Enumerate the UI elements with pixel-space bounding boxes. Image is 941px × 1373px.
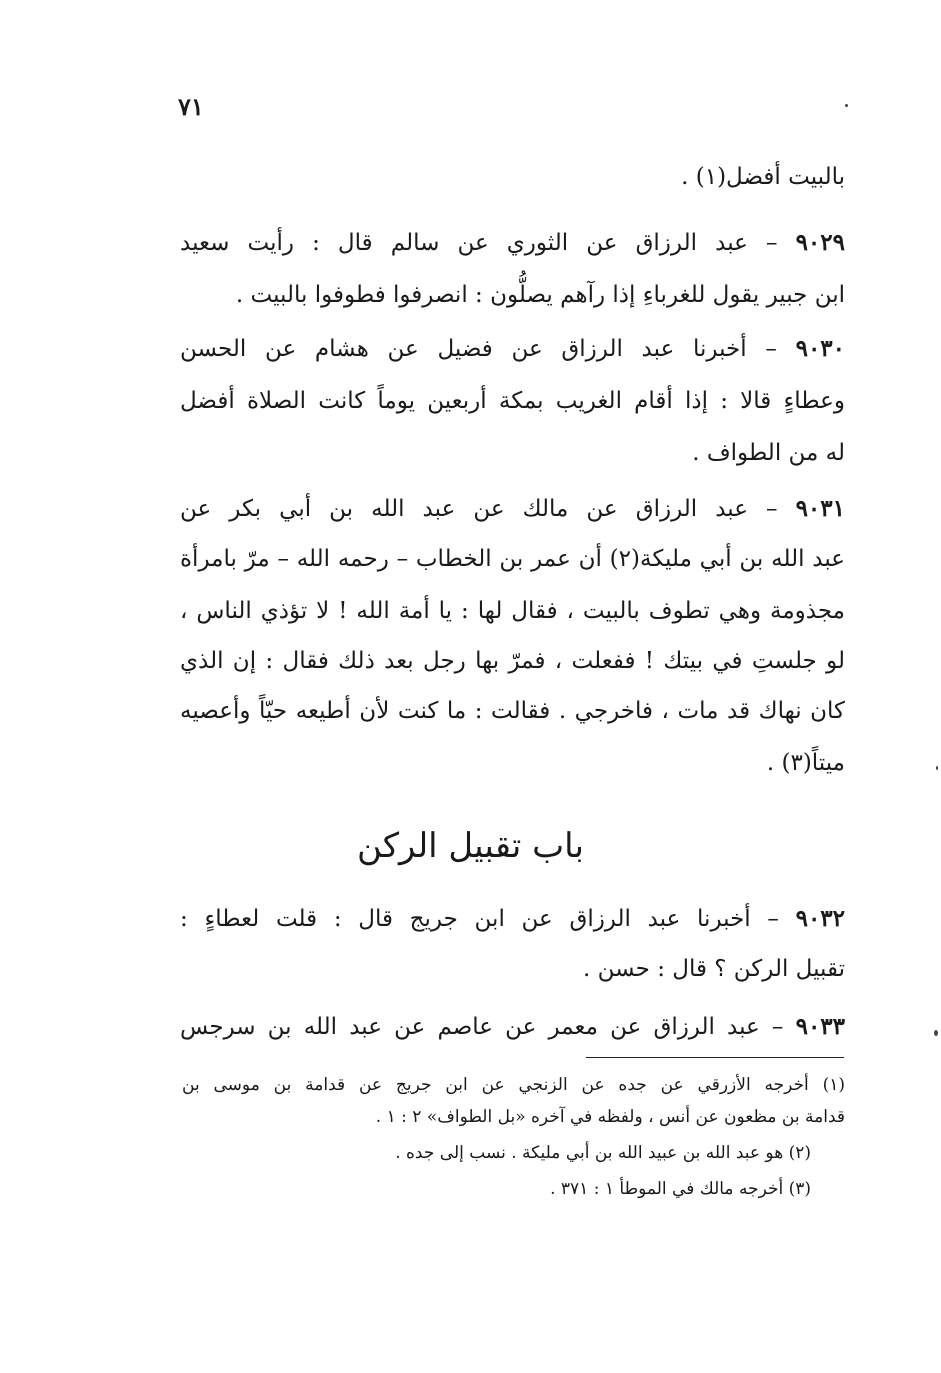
hadith-9031-line-4: لو جلستِ في بيتك ! ففعلت ، فمرّ بها رجل بعد ذلك فقال : إن الذي [180, 648, 845, 674]
hadith-9030-line-2: وعطاءٍ قالا : إذا أقام الغريب بمكة أربعين يوماً كانت الصلاة أفضل [180, 388, 845, 414]
hadith-text: – أخبرنا عبد الرزاق عن فضيل عن هشام عن الحسن [180, 336, 777, 362]
footnote-1-line-1: (١) أخرجه الأزرقي عن جده عن الزنجي عن ابن جريج عن قدامة بن موسى بن [182, 1075, 845, 1095]
hadith-9031-line-6: ميتاً(٣) . [766, 750, 845, 776]
footnote-1-line-2: قدامة بن مظعون عن أنس ، ولفظه في آخره «بل الطواف» ٢ : ١ . [375, 1107, 845, 1127]
section-title: باب تقبيل الركن [356, 826, 584, 866]
hadith-9032-line-2: تقبيل الركن ؟ قال : حسن . [583, 956, 845, 982]
scan-speck [845, 104, 848, 107]
hadith-number: ٩٠٢٩ [795, 229, 845, 256]
continuation-line: بالبيت أفضل(١) . [681, 164, 845, 190]
hadith-9032-line-1 [180, 902, 845, 936]
hadith-number: ٩٠٣٠ [795, 335, 846, 362]
page-number: ٧١ [178, 92, 204, 121]
scan-speck [936, 766, 938, 770]
hadith-text: – أخبرنا عبد الرزاق عن ابن جريج قال : قلت لعطاءٍ : [180, 906, 779, 932]
hadith-text: – عبد الرزاق عن الثوري عن سالم قال : رأيت سعيد [180, 230, 778, 256]
hadith-number: ٩٠٣١ [795, 495, 845, 522]
footnote-2: (٢) هو عبد الله بن عبيد الله بن أبي مليكة . نسب إلى جده . [395, 1143, 811, 1163]
hadith-9030-line-3: له من الطواف . [692, 440, 845, 466]
hadith-text: – عبد الرزاق عن معمر عن عاصم عن عبد الله بن سرجس [180, 1014, 784, 1040]
scan-speck [934, 1030, 938, 1036]
footnote-3: (٣) أخرجه مالك في الموطأ ١ : ٣٧١ . [550, 1179, 811, 1199]
footnote-divider [586, 1057, 844, 1058]
hadith-number: ٩٠٣٣ [795, 1013, 846, 1040]
hadith-9033-line-1 [180, 1010, 845, 1044]
hadith-9031-line-2: عبد الله بن أبي مليكة(٢) أن عمر بن الخطاب – رحمه الله – مرّ بامرأة [180, 546, 845, 572]
hadith-9031-line-1 [180, 492, 845, 526]
hadith-number: ٩٠٣٢ [795, 905, 846, 932]
hadith-text: – عبد الرزاق عن مالك عن عبد الله بن أبي بكر عن [180, 496, 778, 522]
hadith-9031-line-3: مجذومة وهي تطوف بالبيت ، فقال لها : يا أمة الله ! لا تؤذي الناس ، [180, 598, 845, 624]
hadith-9029-line-2: ابن جبير يقول للغرباءِ إذا رآهم يصلُّون : انصرفوا فطوفوا بالبيت . [235, 282, 845, 308]
hadith-9031-line-5: كان نهاك قد مات ، فاخرجي . فقالت : ما كنت لأن أطيعه حيّاً وأعصيه [180, 698, 845, 724]
hadith-9030-line-1 [180, 332, 845, 366]
hadith-9029-line-1 [180, 226, 845, 260]
